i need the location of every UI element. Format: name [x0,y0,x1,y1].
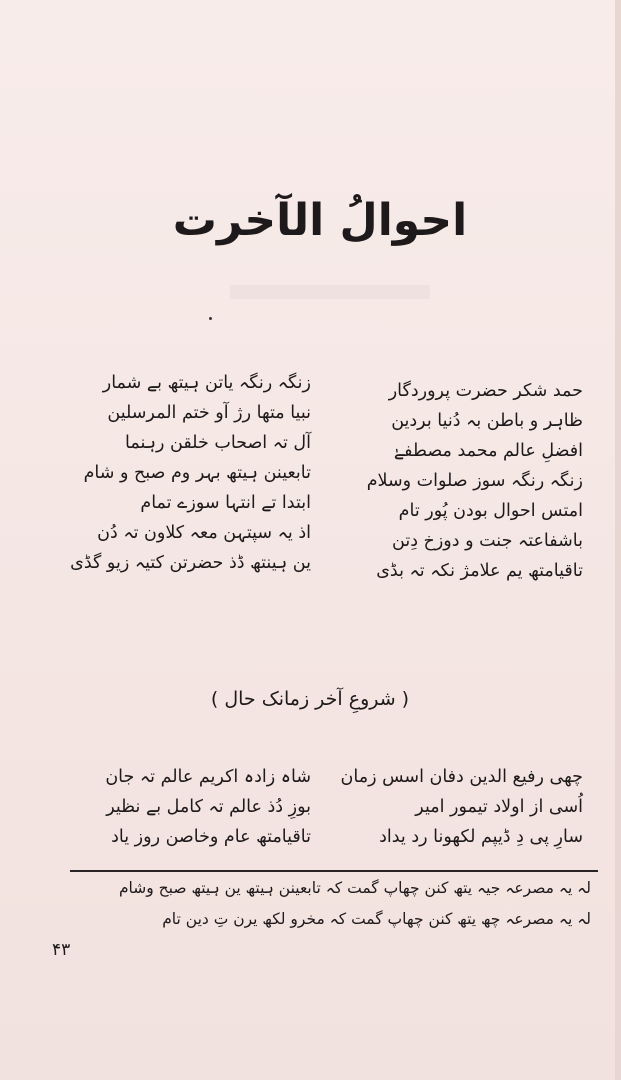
verse-line: ین ہینتھ ڈذ حضرتن کتیہ زیو گڈی [70,553,311,573]
verse-line: باشفاعتہ جنت و دوزخ دِتن [392,531,583,551]
verse-column-right-top [333,376,583,586]
verse-column-left-top [61,368,311,578]
verse-column-right-bottom [333,762,583,852]
page-edge [615,0,621,1080]
verse-line: تابعینن ہیتھ بہر وم صبح و شام [83,463,311,483]
verse-line: آل تہ اصحاب خلقن رہنما [125,433,311,453]
verse-line: افضلِ عالم محمد مصطفےٰ [393,441,583,461]
section-heading: ( شروعِ آخر زمانک حال ) [210,688,410,710]
footnotes [31,873,591,935]
verse-line: تاقیامتھ عام وخاصن روز یاد [111,827,311,847]
faded-print [230,285,430,299]
verse-line: حمد شکر حضرت پروردگار [388,381,583,401]
footnote-divider [70,870,598,872]
verse-line: چھی رفیع الدین دفان اسس زمان [340,767,583,787]
verse-line: نبیا متھا رژ آو ختم المرسلین [107,403,311,423]
verse-line: امتس احوال بودن پُور تام [398,501,583,521]
page-number: ۴۳ [52,940,71,960]
footnote-line: لہ یہ مصرعہ چھ یتھ کنن چھاپ گمت کہ مخرو لکھ یرن تِ دین تام [162,910,591,928]
footnote-line: لہ یہ مصرعہ جیہ یتھ کنن چھاپ گمت کہ تابعینن ہیتھ ین ہیتھ صبح وشام [118,879,591,897]
page-title: احوالُ الآخرت [172,195,468,246]
verse-column-left-bottom [61,762,311,852]
verse-line: بوزِ دُذ عالم تہ کامل بے نظیر [106,797,311,817]
verse-line: ظاہر و باطن بہ دُنیا بردین [391,411,583,431]
verse-line: ابتدا تے انتہا سوزے تمام [140,493,311,513]
verse-line: تاقیامتھ یم علامژ نکہ تہ بڈی [376,561,583,581]
verse-line: اذ یہ سپتہن معہ کلاون تہ دُن [97,523,311,543]
verse-line: سارِ پی دِ ڈیپم لکھونا رد یداد [379,827,583,847]
verse-line: شاہ زادہ اکریم عالم تہ جان [105,767,311,787]
ink-dot [209,317,212,320]
verse-line: اُسی از اولاد تیمور امیر [415,797,583,817]
verse-line: زنگہ رنگہ سوز صلوات وسلام [366,471,583,491]
verse-line: زنگہ رنگہ یاتن ہیتھ بے شمار [102,373,311,393]
